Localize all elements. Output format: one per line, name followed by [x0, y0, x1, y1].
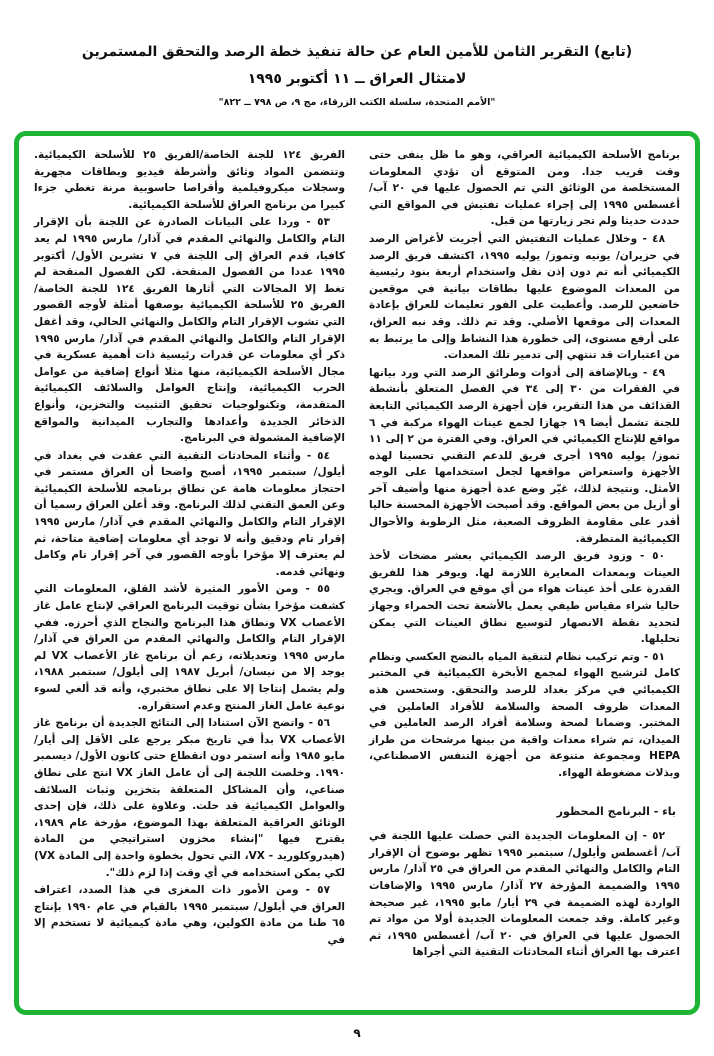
paragraph-56: ٥٦ - واتضح الآن استنادا إلى النتائج الجديدة أن برنامج غاز الأعصاب VX بدأ في تاريخ مبكر يرجع على الأقل إلى أيار/ مايو ١٩٨٥ وأنه استمر دون انقطاع حتى كانون الأول/ ديسمبر ١٩٩٠. وخلصت اللجنة إلى أن عامل الغاز VX انتج على نطاق صناعي، وأن المشاكل المتعلقة بتخزين وثبات السلائف والعوامل الكيميائية قد حلت. وعلاوة على ذلك، فإن إحدى الوثائق العراقية المتعلقة بهذا الموضوع، مؤرخة عام ١٩٨٩، يقترح فيها "إنشاء مخزون استراتيجي من المادة (هيدروكلوريد - VX، التي تحول بخطوة واحدة إلى المادة VX) لكي يمكن استخدامه في أي وقت إذا لزم ذلك".	[34, 717, 346, 879]
paragraph-49: ٤٩ - وبالإضافة إلى أدوات وطرائق الرصد التي ورد بيانها في الفقرات من ٣٠ إلى ٣٤ في الفصل المتعلق بأنشطة القذائف من هذا التقرير، فإن أجهزة الرصد الكيميائي التابعة للجنة تشمل أيضا ١٩ جهازا لجمع عينات الهواء مركبة في ٦ مواقع للإنتاج الكيميائي في العراق. وفي الفترة من ٢ إلى ١١ تموز/ يوليه ١٩٩٥ أجرى فريق للدعم التقني تحسينا لهذه الأجهزة واستعراض مواقعها لجعل استخدامها على الوجه الأمثل. ونتيجة لذلك، غيّر وضع عدة أجهزة منها وأضيف آخر أو أزيل من بعض المواقع. وقد أصبحت الأجهزة المحسنة حاليا أقدر على مقاومة الظروف الصعبة، مثل الرطوبة والأحوال الكيميائية المتطرفة.	[369, 366, 680, 545]
paragraph-53: ٥٣ - وردا على البيانات الصادرة عن اللجنة بأن الإقرار التام والكامل والنهائي المقدم في آذار/ مارس ١٩٩٥ لم يعد كافيا، قدم العراق إلى اللجنة في ٧ تشرين الأول/ أكتوبر ١٩٩٥ عددا من الفصول المنقحة. لكن الفصول المنقحة لم تغط إلا المجالات التي أثارها الفريق ١٢٤ للجنة الخاصة/ الفريق ٢٥ للأسلحة الكيميائية بوصفها أمثلة لأوجه القصور التي تشوب الإقرار التام والكامل والنهائي الحالي، وقد أغفل الإقرار التام والكامل والنهائي المقدم في آذار/ مارس ١٩٩٥ ذكر أي معلومات عن قدرات رئيسية ذات أهمية عسكرية في مجال الأسلحة الكيميائية، منها مثلا أنواع إضافية من عوامل الحرب الكيميائية، وإنتاج العوامل والسلائف الكيميائية المتقدمة، وتكنولوجيات تحقيق التثبيت والتخزين، وأنواع الذخائر الجديدة وأعدادها والتجارب الميدانية والمواقع الإضافية المشمولة في البرنامج.	[34, 216, 345, 445]
paragraph-55: ٥٥ - ومن الأمور المثيرة لأشد القلق، المعلومات التي كشفت مؤخرا بشأن توقيت البرنامج العراقي لإنتاج عامل غاز الأعصاب VX ونطاق هذا البرنامج والنجاح الذي أحرزه. ففي الإقرار التام والكامل والنهائي المقدم من العراق في آذار/ مارس ١٩٩٥ وتعديلاته، زعم أن برنامج غاز الأعصاب VX لم يوجد إلا من نيسان/ أبريل ١٩٨٧ إلى أيلول/ سبتمبر ١٩٨٨، ولم يشمل إنتاجا إلا على نطاق مختبري، وأنه قد ألغي لسوء نوعية عامل الغاز المنتج وعدم استقراره.	[34, 583, 345, 712]
column-right	[369, 147, 680, 999]
paragraph-continuation-right: برنامج الأسلحة الكيميائية العراقي، وهو ما ظل ينفى حتى وقت قريب جدا. ومن المتوقع أن تؤدي المعلومات المستخلصة من الوثائق التي تم الحصول عليها في ٢٠ آب/ أغسطس ١٩٩٥ إلى إجراء عمليات تفتيش في المواقع التي حددت حديثا ولم تجر زيارتها من قبل.	[369, 149, 681, 228]
report-header	[0, 42, 714, 110]
report-title-line2: لامتثال العراق ــ ١١ أكتوبر ١٩٩٥	[247, 71, 467, 87]
content-border	[14, 131, 700, 1015]
paragraph-52: ٥٢ - إن المعلومات الجديدة التي حصلت عليها اللجنة في آب/ أغسطس وأيلول/ سبتمبر ١٩٩٥ تظهر بوضوح أن الإقرار التام والكامل والنهائي المقدم من العراق في ٢٥ آذار/ مارس ١٩٩٥ والضميمة المؤرخة ٢٧ آذار/ مارس ١٩٩٥ والإضافات الواردة لهذه الضميمة في ٢٩ أيار/ مايو ١٩٩٥، غير صحيحة وغير كاملة. وقد جمعت المعلومات الجديدة أولا من مواد تم الحصول عليها في العراق في ٢٠ آب/ أغسطس ١٩٩٥، ثم اعترف بها العراق أثناء المحادثات التقنية التي أجراها	[369, 830, 681, 959]
page-number: ٩	[353, 1026, 361, 1040]
paragraph-48: ٤٨ - وخلال عمليات التفتيش التي أجريت لأغراض الرصد في حزيران/ يونيه وتموز/ يوليه ١٩٩٥، اكتشف فريق الرصد الكيميائي أنه تم دون إذن نقل واستخدام أربعة بنود رئيسية من المعدات الموضوع عليها بطاقات بيانية في موقعين خاضعين للرصد. وأعطيت على الفور تعليمات للعراق بإعادة المعدات إلى موقعها الأصلي. وقد تم ذلك. وقد نبه العراق، على أرفع مستوى، إلى خطورة هذا النشاط وإلى ما يرتبط به من اعتبارات قد تنتهي إلى تدمير تلك المعدات.	[369, 232, 680, 362]
paragraph-51: ٥١ - وتم تركيب نظام لتنقية المياه بالنضح العكسي ونظام كامل لترشيح الهواء لمجمع الأبخرة الكيميائية في المختبر الكيميائي في مركز بغداد للرصد والتحقق. وستحسن هذه المعدات ظروف الصحة والسلامة للأفراد العاملين في المختبر. وضمانا لصحة وسلامة أفراد الرصد العاملين في الميدان، تم شراء معدات واقية من بينها مرشحات من طراز HEPA ومجموعة متنوعة من أجهزة التنفس الاصطناعي، وبذلات مضغوطة الهواء.	[369, 650, 680, 779]
two-column-layout	[34, 147, 680, 999]
report-source-citation: "الأمم المتحدة، سلسلة الكتب الزرقاء، مج ٩، ص ٧٩٨ ــ ٨٢٢"	[218, 97, 496, 108]
paragraph-54: ٥٤ - وأثناء المحادثات التقنية التي عقدت في بغداد في أيلول/ سبتمبر ١٩٩٥، أصبح واضحا أن العراق مستمر في احتجاز معلومات هامة عن نطاق برنامجه للأسلحة الكيميائية وعن العمق التقني لذلك البرنامج. وقد أعلن العراق رسميا أن الإقرار التام والكامل والنهائي المقدم في آذار/ مارس ١٩٩٥ إقرار تام ودقيق وأنه لا توجد أي معلومات إضافية متاحة، ثم لم يعترف إلا مؤخرا بأوجه القصور في آخر إقرار تام وكامل ونهائي قدمه.	[34, 449, 345, 578]
paragraph-50: ٥٠ - وزود فريق الرصد الكيميائي بعشر مضخات لأخذ العينات وبمعدات المعايرة اللازمة لها. ويوفر هذا للفريق القدرة على أخذ عينات هواء من أي موقع في العراق. ويجري حاليا شراء مقياس طيفي يعمل بالأشعة تحت الحمراء وجهاز لتحديد نقطة الانصهار لتوسيع نطاق العينات التي يمكن تحليلها.	[369, 550, 680, 646]
section-heading-prohibited-program: باء - البرنامج المحظور	[556, 804, 676, 818]
report-title-line1: (تابع) التقرير الثامن للأمين العام عن حالة تنفيذ خطة الرصد والتحقق المستمرين	[81, 44, 633, 60]
paragraph-57: ٥٧ - ومن الأمور ذات المغزى في هذا الصدد، اعتراف العراق في أيلول/ سبتمبر ١٩٩٥ بالقيام في عام ١٩٩٠ بإنتاج ٦٥ طنا من مادة الكولين، وهي مادة كيميائية لا تستخدم إلا في	[34, 884, 346, 946]
column-left	[34, 147, 345, 999]
paragraph-continuation-left: الفريق ١٢٤ للجنة الخاصة/الفريق ٢٥ للأسلحة الكيميائية. وتتضمن المواد وثائق وأشرطة فيديو وبطاقات مجهرية وسجلات ميكروفيلمية وأقراصا حاسوبية مرنة تغطي جزءا كبيرا من برنامج العراق للأسلحة الكيميائية.	[34, 149, 345, 211]
